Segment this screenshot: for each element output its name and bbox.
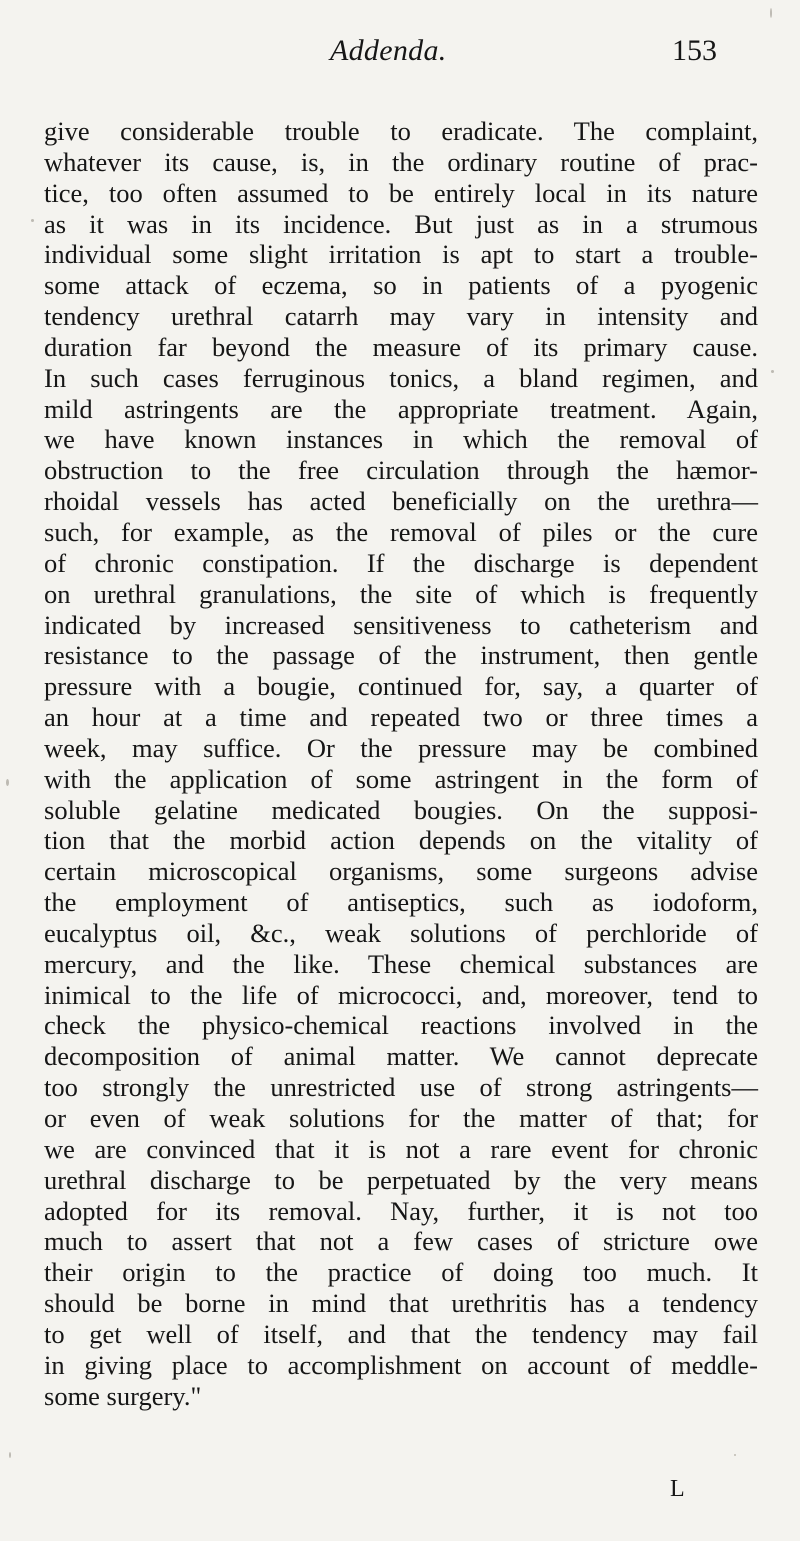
- text-line: indicated by increased sensitiveness to catheterism and: [44, 609, 758, 640]
- paper-speck: [771, 370, 774, 373]
- text-line: rhoidal vessels has acted beneficially on the urethra—: [44, 486, 758, 517]
- text-line: certain microscopical organisms, some surgeons advise: [44, 856, 758, 887]
- body-text: [44, 116, 758, 1411]
- text-line: soluble gelatine medicated bougies. On the supposi-: [44, 794, 758, 825]
- text-line: In such cases ferruginous tonics, a bland regimen, and: [44, 362, 758, 393]
- text-line: adopted for its removal. Nay, further, it is not too: [44, 1195, 758, 1226]
- running-title: Addenda.: [330, 34, 447, 67]
- text-line: the employment of antiseptics, such as iodoform,: [44, 887, 758, 918]
- text-line: tion that the morbid action depends on the vitality of: [44, 825, 758, 856]
- text-line: pressure with a bougie, continued for, say, a quarter of: [44, 671, 758, 702]
- text-line: too strongly the unrestricted use of strong astringents—: [44, 1072, 758, 1103]
- text-line: such, for example, as the removal of piles or the cure: [44, 516, 758, 547]
- text-line: to get well of itself, and that the tendency may fail: [44, 1318, 758, 1349]
- text-line: week, may suffice. Or the pressure may be combined: [44, 732, 758, 763]
- text-line: some attack of eczema, so in patients of a pyogenic: [44, 270, 758, 301]
- text-line: their origin to the practice of doing too much. It: [44, 1257, 758, 1288]
- text-line: we have known instances in which the removal of: [44, 424, 758, 455]
- text-line: whatever its cause, is, in the ordinary routine of prac-: [44, 146, 758, 177]
- text-line: duration far beyond the measure of its primary cause.: [44, 331, 758, 362]
- paper-speck: [9, 1452, 11, 1458]
- text-line: inimical to the life of micrococci, and, moreover, tend to: [44, 979, 758, 1010]
- page-number: 153: [672, 34, 717, 67]
- paper-speck: [734, 1454, 736, 1456]
- running-header: [0, 34, 800, 74]
- text-line: should be borne in mind that urethritis has a tendency: [44, 1288, 758, 1319]
- text-line: urethral discharge to be perpetuated by the very means: [44, 1164, 758, 1195]
- text-line: check the physico-chemical reactions involved in the: [44, 1010, 758, 1041]
- paper-speck: [31, 219, 34, 222]
- text-line: we are convinced that it is not a rare event for chronic: [44, 1133, 758, 1164]
- text-line: tendency urethral catarrh may vary in intensity and: [44, 301, 758, 332]
- text-line: resistance to the passage of the instrument, then gentle: [44, 640, 758, 671]
- text-line: obstruction to the free circulation through the hæmor-: [44, 455, 758, 486]
- paper-speck: [770, 8, 772, 18]
- paper-speck: [6, 779, 9, 786]
- text-line: give considerable trouble to eradicate. The complaint,: [44, 116, 758, 146]
- text-line: tice, too often assumed to be entirely local in its nature: [44, 177, 758, 208]
- text-line: on urethral granulations, the site of which is frequently: [44, 578, 758, 609]
- signature-mark: L: [670, 1476, 685, 1502]
- text-line: with the application of some astringent in the form of: [44, 763, 758, 794]
- text-line: mild astringents are the appropriate treatment. Again,: [44, 393, 758, 424]
- text-line: decomposition of animal matter. We cannot deprecate: [44, 1041, 758, 1072]
- text-line: or even of weak solutions for the matter of that; for: [44, 1103, 758, 1133]
- text-line: of chronic constipation. If the discharge is dependent: [44, 547, 758, 578]
- text-line: some surgery.": [44, 1380, 202, 1411]
- text-line: an hour at a time and repeated two or three times a: [44, 702, 758, 733]
- text-line: individual some slight irritation is apt to start a trouble-: [44, 239, 758, 270]
- text-line: much to assert that not a few cases of stricture owe: [44, 1226, 758, 1257]
- text-line: as it was in its incidence. But just as in a strumous: [44, 208, 758, 239]
- text-line: in giving place to accomplishment on account of meddle-: [44, 1349, 758, 1380]
- text-line: mercury, and the like. These chemical substances are: [44, 948, 758, 979]
- text-line: eucalyptus oil, &c., weak solutions of perchloride of: [44, 917, 758, 948]
